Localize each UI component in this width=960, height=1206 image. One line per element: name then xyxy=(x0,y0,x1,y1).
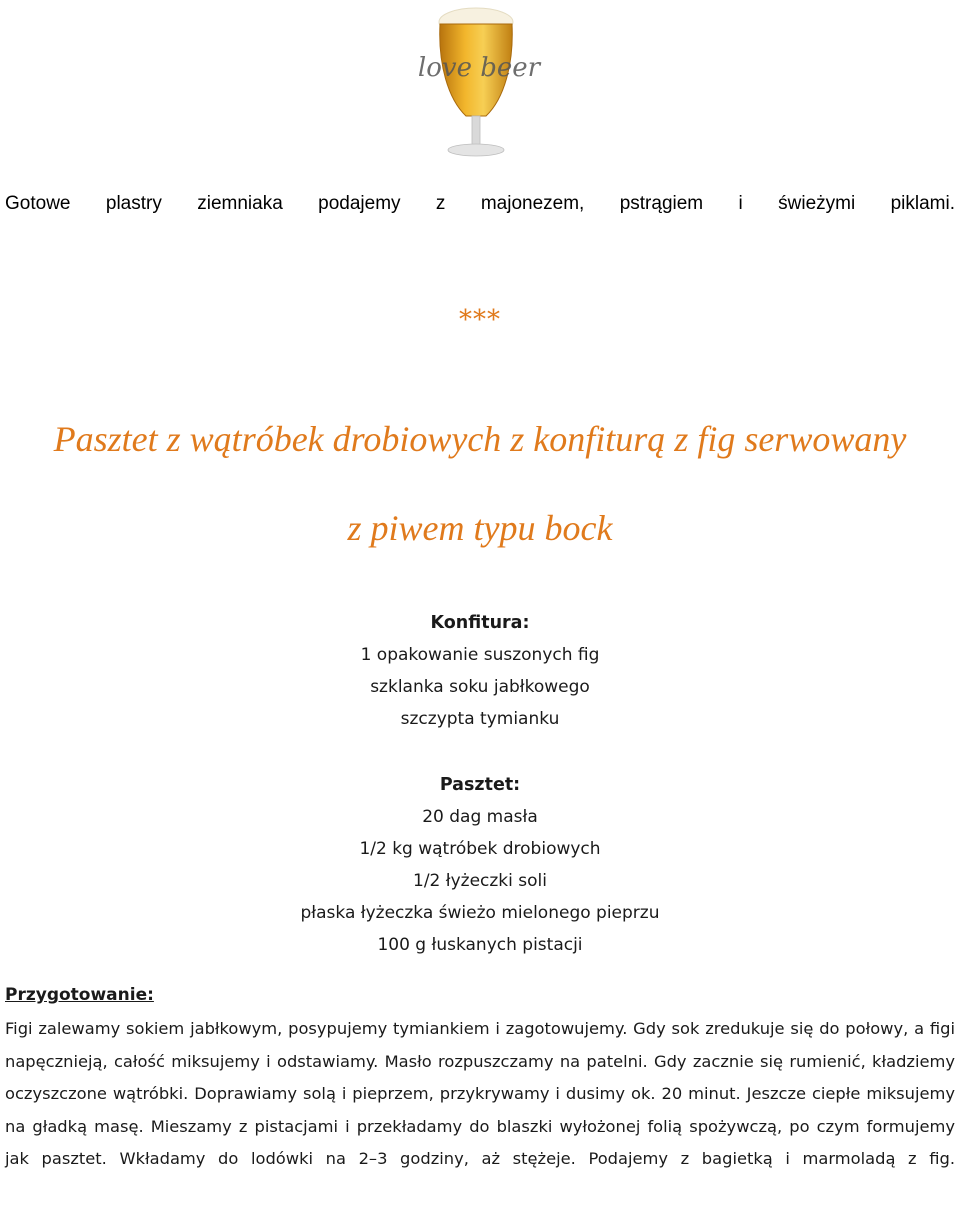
konfitura-section xyxy=(0,607,960,735)
recipe-title: Pasztet z wątróbek drobiowych z konfiturą z fig serwowany xyxy=(53,419,907,459)
ingredient-item: szklanka soku jabłkowego xyxy=(370,677,590,697)
ingredient-item: płaska łyżeczka świeżo mielonego pieprzu xyxy=(300,903,660,923)
intro-paragraph: Gotowe plastry ziemniaka podajemy z majonezem, pstrągiem i świeżymi piklami. xyxy=(5,193,955,214)
ingredient-item: szczypta tymianku xyxy=(400,709,560,729)
konfitura-heading: Konfitura: xyxy=(430,613,530,633)
pasztet-heading: Pasztet: xyxy=(439,775,521,795)
preparation-heading: Przygotowanie: xyxy=(5,985,154,1005)
recipe-subtitle: z piwem typu bock xyxy=(347,508,613,548)
love-beer-logo xyxy=(396,4,562,164)
ingredient-item: 20 dag masła xyxy=(422,807,538,827)
ingredient-item: 1/2 łyżeczki soli xyxy=(413,871,547,891)
section-separator: *** xyxy=(459,305,501,335)
preparation-text: Figi zalewamy sokiem jabłkowym, posypujemy tymiankiem i zagotowujemy. Gdy sok zredukuje się do połowy, a figi napęcznieją, całość miksujemy i odstawiamy. Masło rozpuszczamy na patelni. Gdy zacznie się rumienić, kładziemy oczyszczone wątróbki. Doprawiamy solą i pieprzem, przykrywamy i dusimy ok. 20 minut. Jeszcze ciepłe miksujemy na gładką masę. Mieszamy z pistacjami i przekładamy do blaszki wyłożonej folią spożywczą, po czym formujemy jak pasztet. Wkładamy do lodówki na 2–3 godziny, aż stężeje. Podajemy z bagietką i marmoladą z fig. xyxy=(5,1019,955,1168)
beer-glass-icon xyxy=(396,4,562,164)
logo-text: love beer xyxy=(417,53,541,83)
ingredient-item: 1/2 kg wątróbek drobiowych xyxy=(359,839,601,859)
pasztet-section xyxy=(0,769,960,961)
ingredient-item: 1 opakowanie suszonych fig xyxy=(360,645,600,665)
ingredient-item: 100 g łuskanych pistacji xyxy=(377,935,583,955)
